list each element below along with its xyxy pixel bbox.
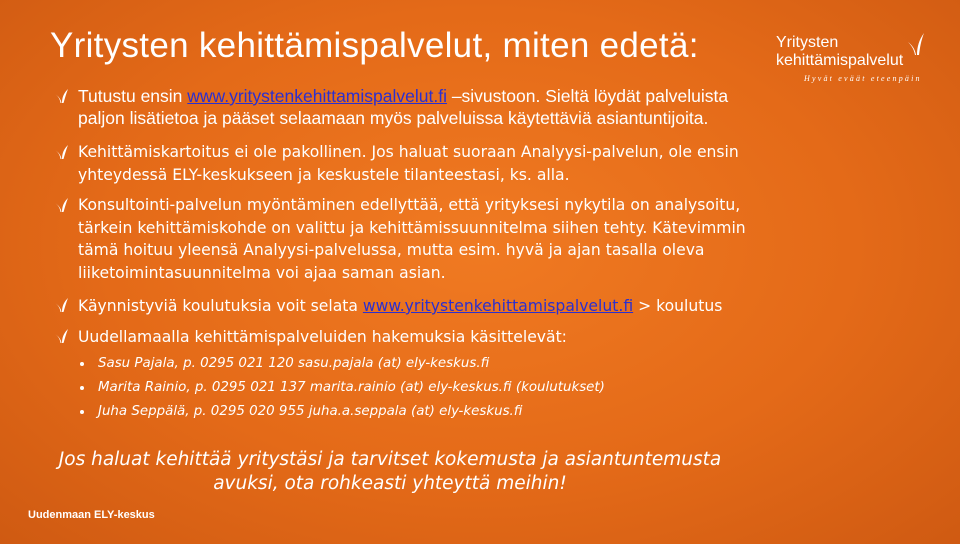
contact-text: Sasu Pajala, p. 0295 021 120 sasu.pajala (at) ely-keskus.fi: [98, 356, 490, 371]
contact-text: Juha Seppälä, p. 0295 020 955 juha.a.seppala (at) ely-keskus.fi: [98, 404, 523, 419]
logo: [776, 34, 956, 84]
closing-line: avuksi, ota rohkeasti yhteyttä meihin!: [213, 473, 567, 494]
paragraph-koulutus: [78, 295, 722, 317]
orange-leaf-bullet-icon: [54, 297, 69, 313]
bullet-dot-icon: [80, 362, 84, 366]
footer-organization: Uudenmaan ELY-keskus: [28, 509, 155, 521]
paragraph-intro: [78, 85, 728, 129]
website-link[interactable]: www.yritystenkehittamispalvelut.fi: [187, 86, 447, 106]
closing-message: [0, 448, 780, 496]
text-run: –sivustoon. Sieltä löydät palveluista: [446, 86, 729, 106]
paragraph-kasittelijat: [78, 326, 567, 348]
paragraph-kartoitus: [78, 141, 739, 187]
orange-leaf-bullet-icon: [54, 88, 69, 104]
list-item: [80, 376, 605, 400]
contact-list: [80, 352, 605, 424]
paragraph-line: Uudellamaalla kehittämispalveluiden hakemuksia käsittelevät:: [78, 328, 567, 346]
paragraph-konsultointi: [78, 194, 746, 284]
list-item: [80, 400, 605, 424]
text-run: Tutustu ensin: [78, 86, 188, 106]
orange-leaf-bullet-icon: [54, 144, 69, 160]
paragraph-line: tärkein kehittämiskohde on valittu ja kehittämissuunnitelma siihen tehty. Kätevimmin: [78, 218, 746, 237]
paragraph-line: tämä hoituu yleensä Analyysi-palvelussa, mutta esim. hyvä ja ajan tasalla oleva: [78, 241, 705, 259]
paragraph-line: yhteydessä ELY-keskukseen ja keskustele tilanteestasi, ks. alla.: [78, 166, 570, 184]
paragraph-line: liiketoimintasuunnitelma voi ajaa saman asian.: [78, 263, 446, 282]
text-run: > koulutus: [633, 297, 723, 315]
paragraph-line: Konsultointi-palvelun myöntäminen edellyttää, että yrityksesi nykytila on analysoitu,: [78, 196, 741, 214]
list-item: [80, 352, 605, 376]
paragraph-line: [78, 85, 728, 107]
website-link[interactable]: www.yritystenkehittamispalvelut.fi: [362, 297, 634, 315]
logo-text-line2: kehittämispalvelut: [776, 52, 904, 69]
paragraph-line: paljon lisätietoa ja pääset selaamaan myös palveluissa käytettäviä asiantuntijoita.: [78, 108, 709, 128]
logo-tagline: Hyvät eväät eteenpäin: [804, 74, 922, 83]
flame-leaf-icon: [906, 32, 926, 56]
paragraph-line: [78, 295, 722, 317]
logo-text-line1: Yritysten: [776, 34, 839, 51]
paragraph-line: Kehittämiskartoitus ei ole pakollinen. Jos haluat suoraan Analyysi-palvelun, ole ensin: [78, 143, 739, 161]
closing-line: Jos haluat kehittää yritystäsi ja tarvitset kokemusta ja asiantuntemusta: [58, 449, 722, 470]
orange-leaf-bullet-icon: [54, 197, 69, 213]
text-run: Käynnistyviä koulutuksia voit selata: [78, 297, 363, 315]
orange-leaf-bullet-icon: [54, 328, 69, 344]
bullet-dot-icon: [80, 386, 84, 390]
contact-text: Marita Rainio, p. 0295 021 137 marita.rainio (at) ely-keskus.fi (koulutukset): [98, 380, 605, 395]
slide-title: Yritysten kehittämispalvelut, miten edetä:: [50, 26, 699, 65]
bullet-dot-icon: [80, 410, 84, 414]
